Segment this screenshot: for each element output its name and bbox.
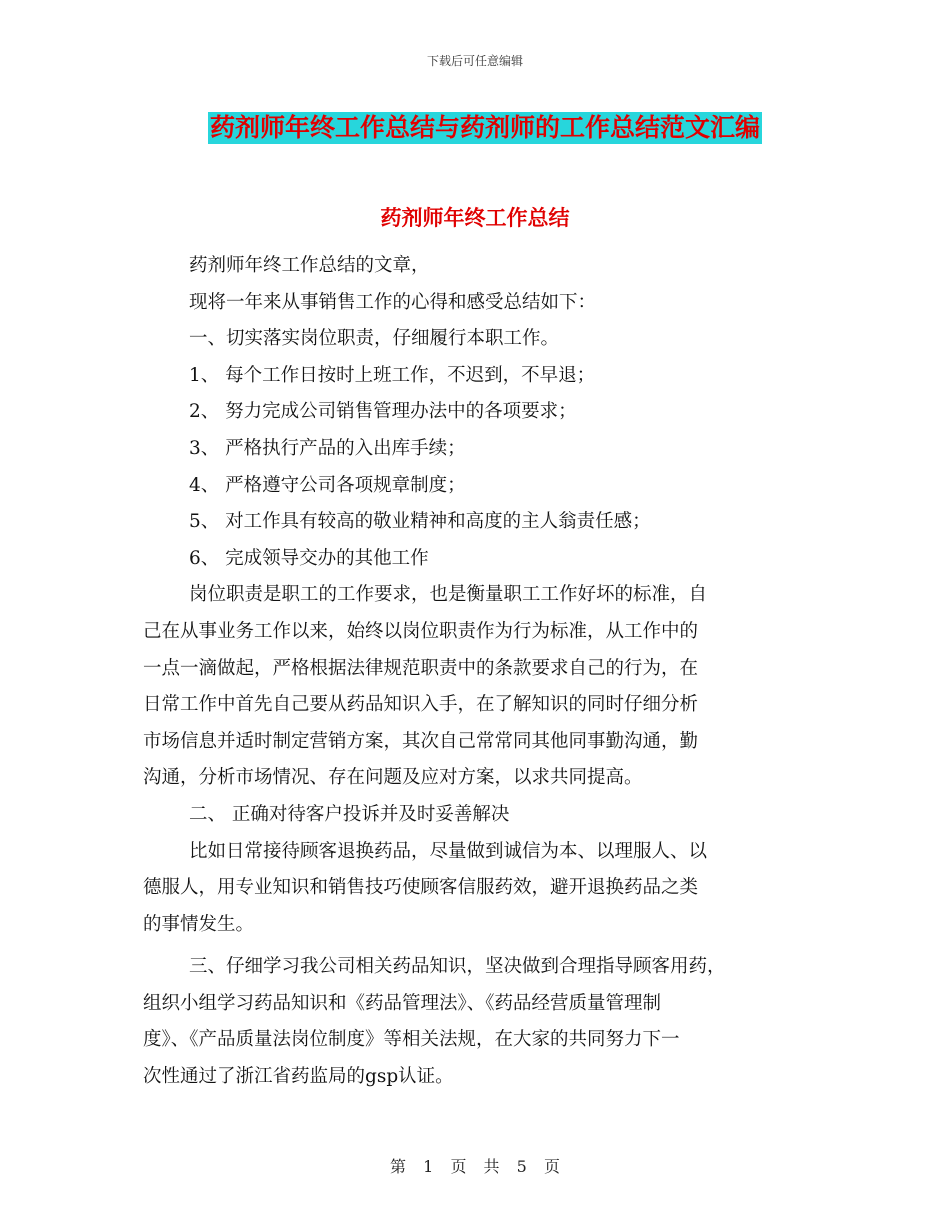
body-line: 的事情发生。 <box>143 913 255 935</box>
body-line: 一点一滴做起，严格根据法律规范职责中的条款要求自己的行为，在 <box>143 657 699 679</box>
page-footer <box>0 1154 950 1177</box>
footer-total-prefix: 共 <box>483 1157 500 1176</box>
footer-page-number: 1 <box>423 1157 434 1176</box>
list-item: 3、 严格执行产品的入出库手续； <box>189 437 466 459</box>
footer-total-pages: 5 <box>516 1157 527 1176</box>
body-line: 现将一年来从事销售工作的心得和感受总结如下： <box>189 291 597 313</box>
body-line: 组织小组学习药品知识和《药品管理法》、《药品经营质量管理制 <box>143 992 662 1014</box>
body-line: 日常工作中首先自己要从药品知识入手，在了解知识的同时仔细分析 <box>143 694 699 716</box>
list-item: 1、 每个工作日按时上班工作，不迟到，不早退； <box>189 364 596 386</box>
body-line: 次性通过了浙江省药监局的gsp认证。 <box>143 1066 454 1088</box>
document-main-title: 药剂师年终工作总结与药剂师的工作总结范文汇编 <box>210 113 761 142</box>
body-heading: 二、 正确对待客户投诉并及时妥善解决 <box>189 803 510 825</box>
footer-prefix: 第 <box>390 1157 407 1176</box>
body-line: 一、切实落实岗位职责，仔细履行本职工作。 <box>189 328 560 350</box>
body-line: 药剂师年终工作总结的文章， <box>189 255 430 276</box>
list-item: 2、 努力完成公司销售管理办法中的各项要求； <box>189 401 577 423</box>
body-line: 德服人，用专业知识和销售技巧使顾客信服药效，避开退换药品之类 <box>143 877 699 899</box>
body-line: 己在从事业务工作以来，始终以岗位职责作为行为标准，从工作中的 <box>143 620 699 642</box>
list-item: 6、 完成领导交办的其他工作 <box>189 547 429 569</box>
body-line: 三、仔细学习我公司相关药品知识，坚决做到合理指导顾客用药， <box>189 956 726 978</box>
footer-total-unit: 页 <box>543 1157 560 1176</box>
body-line: 沟通，分析市场情况、存在问题及应对方案，以求共同提高。 <box>143 767 643 789</box>
body-line: 岗位职责是职工的工作要求，也是衡量职工工作好坏的标准，自 <box>189 584 708 606</box>
body-line: 市场信息并适时制定营销方案，其次自己常常同其他同事勤沟通，勤 <box>143 730 699 752</box>
section-title: 药剂师年终工作总结 <box>380 205 570 230</box>
body-line: 比如日常接待顾客退换药品，尽量做到诚信为本、以理服人、以 <box>189 840 708 862</box>
footer-page-unit: 页 <box>450 1157 467 1176</box>
list-item: 4、 严格遵守公司各项规章制度； <box>189 474 466 496</box>
list-item: 5、 对工作具有较高的敬业精神和高度的主人翁责任感； <box>189 511 651 533</box>
document-body <box>143 248 798 1096</box>
body-line: 度》、《产品质量法岗位制度》等相关法规，在大家的共同努力下一 <box>143 1029 680 1051</box>
page-header-note: 下载后可任意编辑 <box>426 54 523 68</box>
